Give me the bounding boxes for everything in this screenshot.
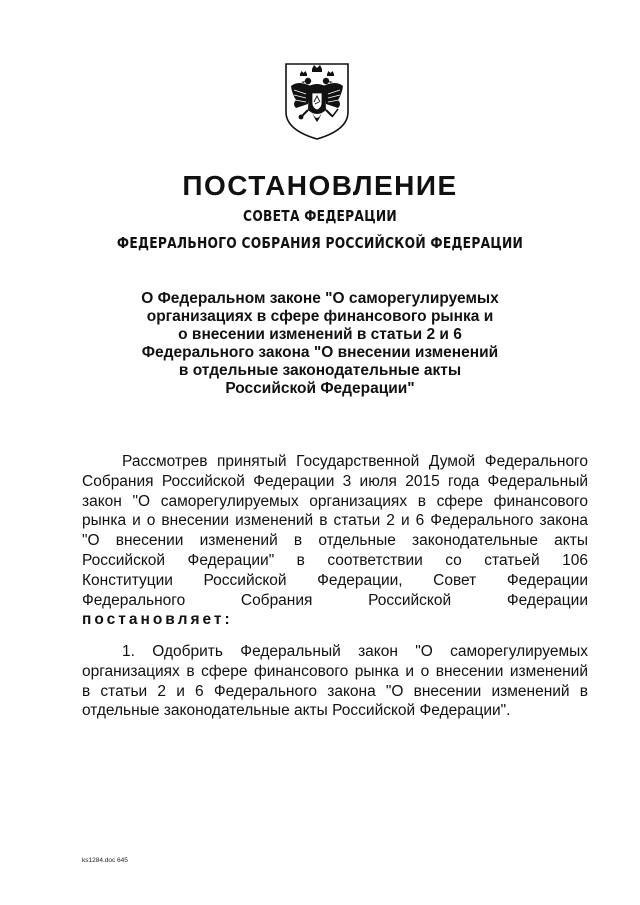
document-title: ПОСТАНОВЛЕНИЕ [182, 170, 458, 201]
coat-of-arms-icon [282, 60, 352, 142]
heading-line: Федерального закона "О внесении изменений [141, 344, 499, 361]
item-1-line: 1. Одобрить Федеральный закон "О саморегулируемых [122, 643, 588, 660]
resolves-word: постановляет: [82, 611, 233, 629]
heading-line: в отдельные законодательные акты [178, 362, 462, 379]
item-1-line: отдельные законодательные акты Российской Федерации". [82, 702, 511, 720]
heading-line: О Федеральном законе "О саморегулируемых [141, 290, 499, 307]
preamble-line: закон "О саморегулируемых организациях в сфере финансового [82, 492, 588, 510]
preamble-line: Собрания Российской Федерации 3 июля 2015 года Федеральный [82, 472, 588, 490]
document-code: ks1284.doc 645 [82, 857, 128, 864]
preamble-line: Конституции Российской Федерации, Совет Федерации [82, 571, 588, 589]
item-1-line: в статьи 2 и 6 Федерального закона "О внесении изменений в [82, 682, 588, 700]
item-1-line: организациях в сфере финансового рынка и о внесении изменений [82, 662, 588, 680]
resolution-heading [120, 290, 520, 398]
heading-line: о внесении изменений в статьи 2 и 6 [178, 326, 462, 343]
issuer-line-2: ФЕДЕРАЛЬНОГО СОБРАНИЯ РОССИЙСКОЙ ФЕДЕРАЦИИ [116, 234, 524, 252]
issuer-line-1: СОВЕТА ФЕДЕРАЦИИ [243, 207, 397, 225]
heading-line: организациях в сфере финансового рынка и [146, 308, 494, 325]
preamble-paragraph [82, 452, 588, 630]
preamble-line: рынка и о внесении изменений в статьи 2 и 6 Федерального закона [82, 512, 588, 530]
preamble-line: "О внесении изменений в отдельные законодательные акты [82, 532, 588, 550]
item-1-paragraph [82, 642, 588, 721]
preamble-line: Федерального Собрания Российской Федерации [82, 591, 588, 609]
preamble-line: Российской Федерации" в соответствии со статьей 106 [82, 551, 588, 569]
heading-line: Российской Федерации" [225, 380, 415, 397]
preamble-line: Рассмотрев принятый Государственной Думой Федерального [122, 453, 588, 470]
